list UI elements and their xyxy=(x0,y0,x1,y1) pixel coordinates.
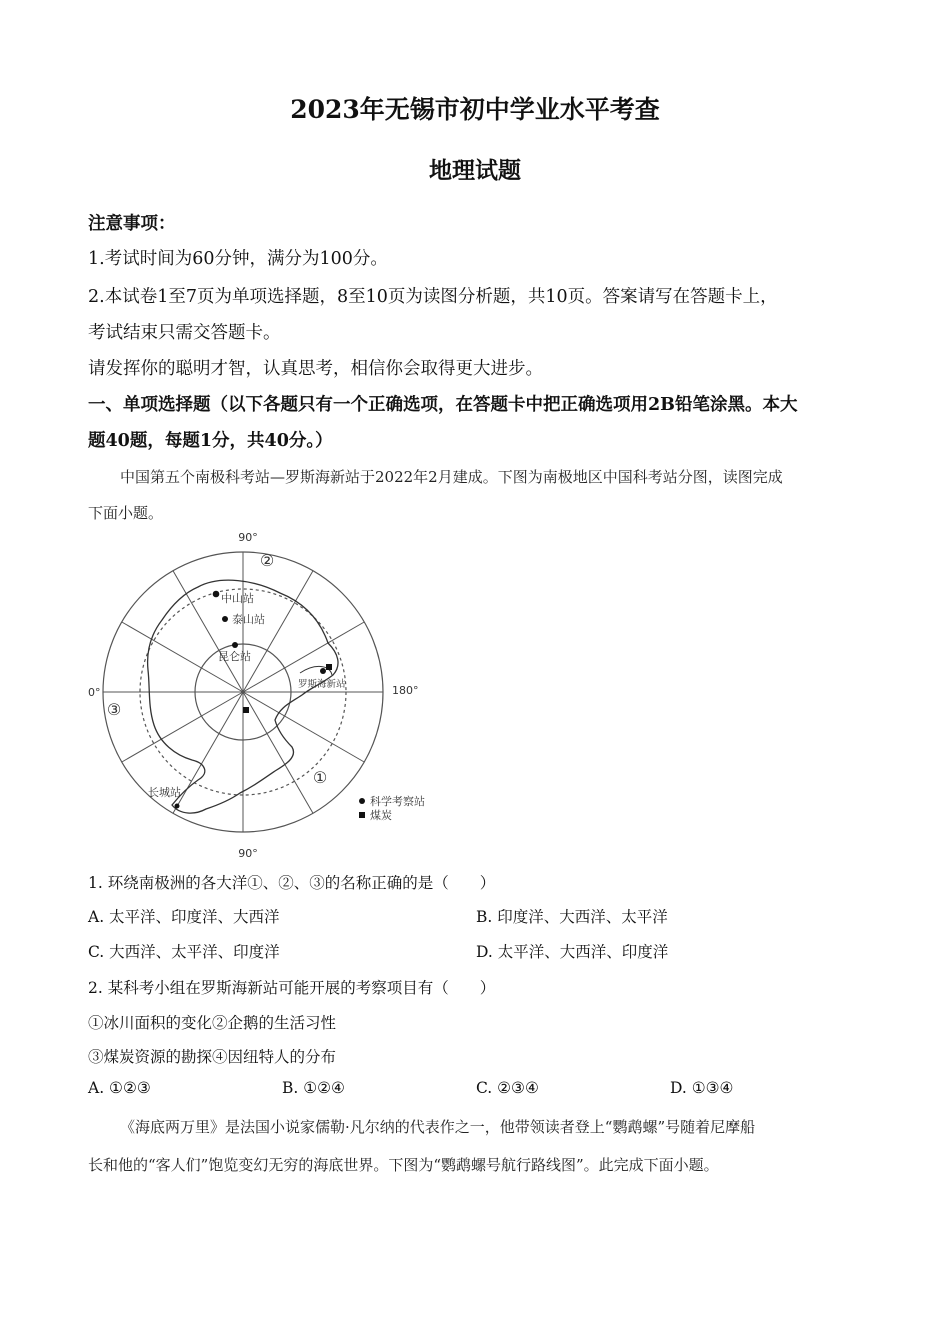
legend-coal-square xyxy=(359,812,365,818)
legend-station-dot xyxy=(359,798,365,804)
kunlun-station-label: 昆仑站 xyxy=(218,650,251,663)
question-2-stem: 2. 某科考小组在罗斯海新站可能开展的考察项目有（ ） xyxy=(88,979,496,997)
legend-station-label: 科学考察站 xyxy=(370,795,425,808)
question-1-option-c: C. 大西洋、太平洋、印度洋 xyxy=(88,943,280,961)
taishan-station-dot xyxy=(222,616,228,622)
notes-item-2-line-1: 2.本试卷1至7页为单项选择题，8至10页为读图分析题，共10页。答案请写在答题卡上， xyxy=(88,287,778,307)
question-1-stem: 1. 环绕南极洲的各大洋①、②、③的名称正确的是（ ） xyxy=(88,874,496,892)
lon-label-bottom: 90° xyxy=(238,847,258,860)
interior-coal-square xyxy=(243,707,249,713)
notes-item-2-line-2: 考试结束只需交答题卡。 xyxy=(88,323,281,343)
changcheng-station-dot xyxy=(175,804,180,809)
kunlun-station-dot xyxy=(232,642,238,648)
notes-item-1: 1.考试时间为60分钟，满分为100分。 xyxy=(88,249,388,269)
meridian-line xyxy=(243,571,313,692)
passage-1-line-2: 下面小题。 xyxy=(88,504,164,522)
ocean-2-marker: ② xyxy=(259,551,275,570)
question-2-option-b: B. ①②④ xyxy=(282,1079,345,1097)
exam-subtitle: 地理试题 xyxy=(429,157,521,184)
question-1-option-a: A. 太平洋、印度洋、大西洋 xyxy=(88,908,280,926)
notes-heading: 注意事项： xyxy=(88,214,176,234)
ross-sea-station-dot xyxy=(320,668,326,674)
question-2-items-b: ③煤炭资源的勘探④因纽特人的分布 xyxy=(88,1048,337,1066)
zhongshan-station-label: 中山站 xyxy=(221,592,254,605)
meridian-line xyxy=(173,692,243,813)
changcheng-station-label: 长城站 xyxy=(148,786,181,799)
ross-sea-coal-square xyxy=(326,664,332,670)
section-heading-line-2: 题40题，每题1分，共40分。） xyxy=(88,431,333,451)
legend-coal-label: 煤炭 xyxy=(370,809,392,822)
ross-sea-station-label: 罗斯海新站 xyxy=(298,679,346,690)
taishan-station-label: 泰山站 xyxy=(232,613,265,626)
zhongshan-station-dot xyxy=(213,591,220,598)
antarctica-map xyxy=(80,525,440,860)
notes-encourage: 请发挥你的聪明才智，认真思考，相信你会取得更大进步。 xyxy=(88,359,543,379)
question-1-option-d: D. 太平洋、大西洋、印度洋 xyxy=(476,943,669,961)
passage-1-line-1: 中国第五个南极科考站—罗斯海新站于2022年2月建成。下图为南极地区中国科考站分图，读图完成 xyxy=(120,468,783,486)
passage-2-line-2: 长和他的“客人们”饱览变幻无穷的海底世界。下图为“鹦鹉螺号航行路线图”。此完成下面小题。 xyxy=(88,1156,719,1174)
lon-label-left: 0° xyxy=(88,686,101,699)
exam-title: 2023年无锡市初中学业水平考查 xyxy=(290,95,660,124)
section-heading-line-1: 一、单项选择题（以下各题只有一个正确选项，在答题卡中把正确选项用2B铅笔涂黑。本大 xyxy=(88,395,798,415)
meridian-line xyxy=(243,692,364,762)
question-2-option-d: D. ①③④ xyxy=(670,1079,734,1097)
ocean-3-marker: ③ xyxy=(106,700,122,719)
question-1-option-b: B. 印度洋、大西洋、太平洋 xyxy=(476,908,668,926)
question-2-items-a: ①冰川面积的变化②企鹅的生活习性 xyxy=(88,1014,337,1032)
passage-2-line-1: 《海底两万里》是法国小说家儒勒·凡尔纳的代表作之一，他带领读者登上“鹦鹉螺”号随着尼摩船 xyxy=(120,1118,756,1136)
ocean-1-marker: ① xyxy=(312,768,328,787)
lon-label-right: 180° xyxy=(392,684,419,697)
question-2-option-c: C. ②③④ xyxy=(476,1079,539,1097)
lon-label-top: 90° xyxy=(238,531,258,544)
question-2-option-a: A. ①②③ xyxy=(88,1079,151,1097)
